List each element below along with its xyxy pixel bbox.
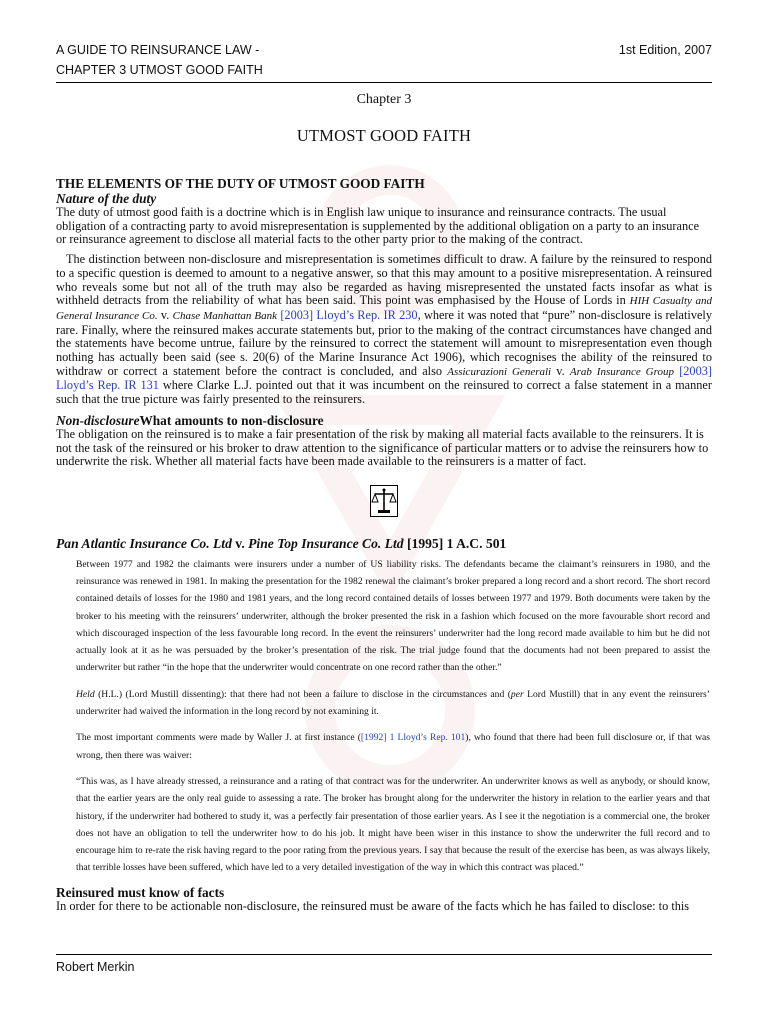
case-party-2: Pine Top Insurance Co. Ltd — [248, 535, 404, 551]
footer-author: Robert Merkin — [56, 960, 135, 974]
comments-text: The most important comments were made by Waller J. at first instance ( — [76, 732, 361, 744]
subheading-reinsured-must-know: Reinsured must know of facts — [56, 884, 225, 900]
case-name-assicurazioni: Assicurazioni Generali — [447, 365, 552, 378]
subheading-italic-part: Non-disclosure — [56, 412, 140, 428]
footer-divider — [56, 954, 712, 955]
versus-text: v. — [157, 307, 173, 322]
paragraph-text: where Clarke L.J. pointed out that it was incumbent on the reinsured to correct a false statement in a manner such that the true picture was fairly presented to the reinsurers. — [56, 378, 712, 407]
paragraph-what-amounts: The obligation on the reinsured is to make a fair presentation of the risk by making all material facts available to the reinsurers. It is not the task of the reinsured or his broker to draw attention to the significance of particular matters or to advise the reinsurers how to underwrite the risk. Whether all material facts have been made available to the reinsurers is a matter of fact. — [56, 426, 709, 469]
edition-label: 1st Edition, 2007 — [618, 43, 712, 57]
case-name-chase: Chase Manhattan Bank — [172, 309, 278, 322]
citation-link-assicurazioni[interactable]: [2003] Lloyd’s Rep. IR 131 — [56, 363, 712, 393]
citation-link-waller[interactable]: [1992] 1 Lloyd’s Rep. 101 — [360, 732, 466, 744]
held-label: Held — [76, 688, 95, 700]
case-quotation: “This was, as I have already stressed, a reinsurance and a rating of that contract was for the underwriter. An underwriter knows as well as anybody, or should know, that the earlier years are the only real guide to assessing a rate. The broker has brought along for the underwriter the history in relation to the earlier years and that history, if the underwriter had bothered to study it, was a perfectly fair presentation of those earlier years. As I see it the negotiation is a commercial one, the broker does not have an obligation to tell the underwriter how to do his job. It might have been wiser in this instance to show the underwriter the full record and to encourage him to re-rate the risk having regard to the poor rating from the previous years. I say that because the result of the exercise has been, as was always likely, that terrible losses have been suffered, which have led to a very detailed investigation of the way in which this contract was placed.” — [76, 775, 710, 874]
header-divider — [56, 82, 712, 83]
citation-link-hih[interactable]: [2003] Lloyd’s Rep. IR 230 — [280, 307, 418, 322]
per-text: per — [510, 688, 524, 700]
subheading-nature-of-duty: Nature of the duty — [56, 191, 157, 206]
case-heading — [56, 536, 712, 552]
scales-icon-container — [56, 485, 712, 520]
held-text: Lord Mustill) that in any event the reinsurers’ underwriter had waived the information in the long record by not examining it. — [76, 688, 710, 718]
chapter-title: UTMOST GOOD FAITH — [296, 126, 472, 145]
subheading-bold-part: What amounts to non-disclosure — [139, 412, 324, 428]
case-party-1: Pan Atlantic Insurance Co. Ltd — [56, 535, 232, 551]
paragraph-text: , where it was noted that “pure” non-disclosure is relatively rare. Finally, where the reinsured makes accurate statements but, prior to the making of the contract circumstances have changed and the statements have become untrue, failure by the reinsured to correct the statement will amount to misrepresentation even though nothing has actually been said (see s. 20(6) of the Marine Insurance Act 1906), which recognises the ability of the reinsured to withdraw or correct a statement before the contract is concluded, and also — [56, 307, 712, 378]
scales-of-justice-icon — [370, 485, 398, 517]
held-text: (H.L.) (Lord Mustill dissenting): that there had not been a failure to disclose in the circumstances and ( — [94, 688, 511, 700]
case-comments — [76, 729, 710, 764]
paragraph-reinsured-must-know: In order for there to be actionable non-disclosure, the reinsured must be aware of the facts which he has failed to disclose: to this — [56, 898, 690, 913]
section-heading-elements: THE ELEMENTS OF THE DUTY OF UTMOST GOOD FAITH — [56, 176, 425, 191]
page-body — [56, 176, 712, 913]
case-facts: Between 1977 and 1982 the claimants were insurers under a number of US liability risks. The defendants became the claimant’s reinsurers in 1980, and the reinsurance was renewed in 1981. In making the presentation for the 1982 renewal the claimant’s broker prepared a long record and a short record. The short record contained details of losses for the 1980 and 1981 years, and the long record contained details of losses between 1977 and 1979. Both documents were taken by the broker to his meeting with the reinsurers’ underwriter, although the broker presented the risk in a fashion which focused on the more favourable short record and which discouraged inspection of the less favourable long record. In the event the reinsurers’ underwriter had the long record made available to him but he did not actually look at it as he was persuaded by the broker’s presentation of the risk. The trial judge found that the documents had not been prepared to assist the underwriter but rather “in the hope that the underwriter would concentrate on one record rather than the other.” — [76, 558, 710, 674]
subheading-what-amounts — [56, 413, 712, 428]
header-title-line1: A GUIDE TO REINSURANCE LAW - — [56, 43, 260, 57]
running-header — [56, 40, 263, 80]
chapter-number: Chapter 3 — [356, 92, 412, 107]
paragraph-nature-of-duty: The duty of utmost good faith is a doctrine which is in English law unique to insurance and reinsurance contracts. The usual obligation of a contracting party to avoid misrepresentation is supplemented by the additional obligation on a party to an insurance or reinsurance agreement to disclose all material facts to the other party prior to the making of the contract. — [56, 205, 700, 247]
versus-text: v. — [231, 535, 249, 551]
paragraph-text: The distinction between non-disclosure and misrepresentation is sometimes difficult to draw. A failure by the reinsured to respond to a specific question is deemed to amount to a negative answer, so that this may amount to a positive misrepresentation. A reinsured who reveals some but not all of the truth may also be regarded as having misrepresented the unstated facts insofar as what is withheld detracts from the reliability of what has been said. This point was emphasised by the House of Lords in — [56, 252, 712, 308]
case-name-hih: HIH Casualty and General Insurance Co. — [56, 295, 712, 322]
header-title-line2: CHAPTER 3 UTMOST GOOD FAITH — [56, 63, 263, 77]
case-held — [76, 686, 710, 721]
comments-text: ), who found that there had been full disclosure or, if that was wrong, then there was waiver: — [76, 732, 710, 761]
paragraph-non-disclosure-vs-misrepresentation — [56, 253, 712, 407]
case-name-arab: Arab Insurance Group — [569, 365, 674, 378]
versus-text: v. — [551, 363, 570, 378]
case-citation: [1995] 1 A.C. 501 — [403, 535, 507, 551]
